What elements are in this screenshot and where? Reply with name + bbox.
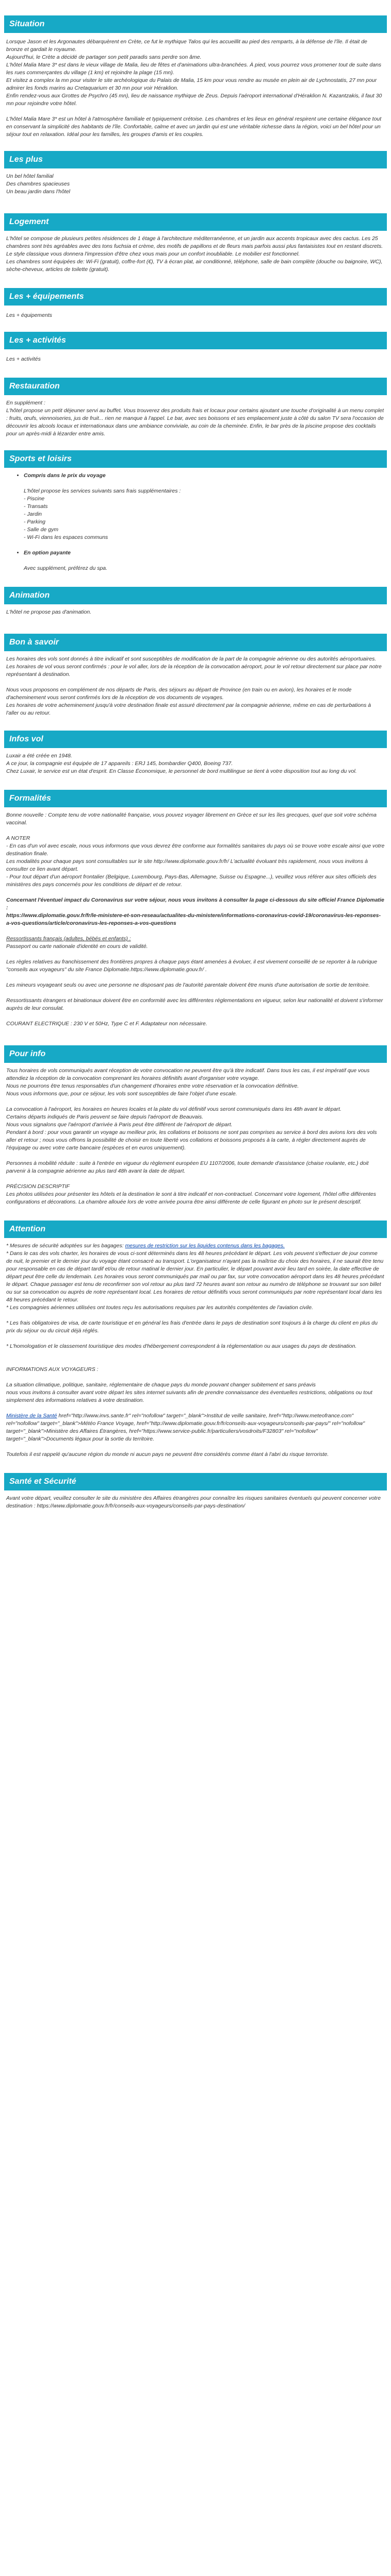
- sports-included-heading: • Compris dans le prix du voyage: [24, 472, 385, 480]
- section-situation: [0, 0, 391, 146]
- pour-paragraph: Nous vous signalons que l'aéroport d'arrivée à Paris peut être différent de l'aéroport de départ.: [6, 1122, 233, 1128]
- situation-paragraph: Enfin rendez-vous aux Grottes de Psychro (45 mn), lieu de naissance mythique de Zeus. Depuis l'aéroport international d'Héraklion N. Kazantzakis, il faut 30 mn pour rejoindre votre hôtel.: [6, 93, 382, 107]
- logement-body: [0, 231, 391, 281]
- section-attention: [0, 1213, 391, 1466]
- bagages-restriction-link[interactable]: mesures de restriction sur les liquides contenus dans les bagages.: [125, 1243, 285, 1249]
- infos-paragraph: A ce jour, la compagnie est équipée de 17 appareils : ERJ 145, bombardier Q400, Boeing 737.: [6, 760, 233, 767]
- bon-paragraph: Les horaires des vols sont donnés à titre indicatif et sont susceptibles de modification de la part de la compagnie aérienne ou des autorités aéroportuaires.: [6, 656, 377, 662]
- sports-intro: L'hôtel propose les services suivants sans frais supplémentaires :: [24, 488, 181, 494]
- sports-item: - Salle de gym: [24, 527, 59, 533]
- pour-paragraph: Personnes à mobilité réduite : suite à l'entrée en vigueur du règlement européen EU 1107/2006, toute demande d'assistance (chaise roulante, etc.) doit parvenir à la compagnie aérienne au plus tard 48h avant la date de départ.: [6, 1160, 369, 1174]
- formalites-body: [0, 807, 391, 1035]
- section-equipements: [0, 281, 391, 327]
- ministere-sante-link[interactable]: Ministère de la Santé: [6, 1413, 57, 1419]
- logement-paragraph: L'hôtel se compose de plusieurs petites résidences de 1 étage à l'architecture méditerranéenne, et un jardin aux accents tropicaux avec des cactus. Les 25 chambres sont très agréables avec des tons fuchsia et crème, des motifs de papillons et de fleurs mais parfois aussi plus fantaisistes tout en restant discrets. Le style classique vous donnera l'impression d'être chez vous mais pour un confort inoubliable. Le mobilier est fonctionnel.: [6, 235, 383, 257]
- situation-body: [0, 33, 391, 146]
- pour-paragraph: Tous horaires de vols communiqués avant réception de votre convocation ne peuvent être qu'à titre indicatif. Dans tous les cas, il est impératif que vous attendiez la réception de la convocation comprenant les horaires définitifs avant d'organiser votre voyage.: [6, 1067, 370, 1081]
- section-title-plus: Les plus: [4, 151, 387, 168]
- sports-included-list: [6, 487, 385, 541]
- pour-paragraph: Pendant à bord : pour vous garantir un voyage au meilleur prix, les collations et boissons ne sont pas comprises au service à bord des avions lors des vols aller et retour ; nous vous offrons la possibilité de choisir en toute liberté vos collations et boissons proposés à la carte, à régler directement auprès de l'équipage ou avec votre carte bancaire (espèces et en euros uniquement).: [6, 1129, 377, 1151]
- situation-paragraph: L'hôtel Malia Mare 3* est dans le vieux village de Malia, lieu de fêtes et d'animations ultra-branchées. À pied, vous pourrez vous promener tout de suite dans les rues commerçantes du village (1 km) et rejoindre la plage (15 mn).: [6, 62, 382, 76]
- section-pour-info: [0, 1035, 391, 1213]
- attention-links: [6, 1412, 385, 1443]
- attention-paragraph: * Dans le cas des vols charter, les horaires de vous ci-sont déterminés dans les 48 heures précédant le départ. Les vols peuvent s'effectuer de jour comme de nuit, le premier et le dernier jour du voyage étant consacré au transport. L'organisateur n'ayant pas la maîtrise du choix des horaires, il ne saurait être tenu pour responsable en cas de départ tardif et/ou de retour matinal le dernier jour. En particulier, le départ pouvant avoir lieu tard en soirée, la date effective de départ peut être celle du lendemain. Les horaires vous seront communiqués par mail ou par fax, sur votre convocation aéroport dans les 48 heures précédant le départ. Chaque passager est tenu de reconfirmer son vol retour au plus tard 72 heures avant son retour au numéro de téléphone se trouvant sur son billet ou sur sa convocation ou auprès de notre représentant local. Les horaires de retour définitifs vous seront communiqués par notre représentant local dans les 48 heures précédant le retour.: [6, 1250, 384, 1303]
- attention-paragraph: [6, 1242, 385, 1250]
- section-sports: [0, 445, 391, 580]
- section-animation: [0, 580, 391, 623]
- restauration-paragraph: L'hôtel propose un petit déjeuner servi au buffet. Vous trouverez des produits frais et locaux pour certains ajoutant une touche d'originalité à un menu complet : fruits, œufs, viennoiseries, jus de fruit... rien ne manque à l'appel. Le bar, avec ses boissons et ses emplacement juste à côté du salon TV sera l'occasion de découvrir les alcools locaux et internationaux dans une ambiance conviviale, au coin de la cheminée. Enfin, le bar près de la piscine propose des cocktails pour un après-midi à lézarder entre amis.: [6, 408, 384, 437]
- pour-paragraph: Certains départs indiqués de Paris peuvent se faire depuis l'aéroport de Beauvais.: [6, 1114, 203, 1120]
- sante-body: [0, 1490, 391, 1517]
- bon-a-savoir-body: [0, 651, 391, 724]
- sports-item: - Jardin: [24, 511, 42, 517]
- formalites-paragraph: - Pour tout départ d'un aéroport frontalier (Belgique, Luxembourg, Pays-Bas, Allemagne, Suisse ou Espagne...), veuillez vous référer aux sites officiels des ministères des pays concernés pour les conditions de départ et de retour.: [6, 874, 377, 888]
- section-title-infos-vol: Infos vol: [4, 731, 387, 748]
- attention-body: [0, 1238, 391, 1466]
- situation-paragraph: Lorsque Jason et les Argonautes débarquèrent en Crète, ce fut le mythique Talos qui les accueillit au pied des remparts, à la défense de l'île. Il était de bronze et gardait le royaume.: [6, 39, 367, 53]
- formalites-covid-heading: Concernant l'éventuel impact du Coronavirus sur votre séjour, nous vous invitons à consulter la page ci-dessous du site officiel France Diplomatie :: [6, 897, 384, 911]
- formalites-paragraph: Les règles relatives au franchissement des frontières propres à chaque pays étant amenées à évoluer, il est vivement conseillé de se reporter à la rubrique "conseils aux voyageurs" du site France Diplomatie.https://www.diplomatie.gouv.fr/ .: [6, 959, 378, 973]
- attention-bagages-text: * Mesures de sécurité adoptées sur les bagages:: [6, 1243, 125, 1249]
- bon-paragraph: Les horaires de vol vous seront confirmés : pour le vol aller, lors de la réception de la convocation aéroport, pour le vol retour directement sur place par notre représentant à destination.: [6, 664, 382, 677]
- sports-item: - Wi-Fi dans les espaces communs: [24, 534, 108, 540]
- formalites-french-heading: Ressortissants français (adultes, bébés et enfants) :: [6, 936, 131, 942]
- pour-info-body: [0, 1063, 391, 1213]
- animation-text: L'hôtel ne propose pas d'animation.: [6, 609, 92, 615]
- section-title-animation: Animation: [4, 587, 387, 604]
- equipements-text: Les + équipements: [6, 312, 53, 318]
- pour-paragraph: Nous ne pourrons être tenus responsables d'un changement d'horaires entre votre réservation et la convocation définitive.: [6, 1083, 299, 1089]
- plus-item: Un beau jardin dans l'hôtel: [6, 189, 71, 195]
- formalites-paragraph: Ressortissants étrangers et binationaux doivent être en conformité avec les différentes réglementations en vigueur, selon leur nationalité et doivent s'informer auprès de leur consulat.: [6, 997, 383, 1011]
- attention-paragraph: La situation climatique, politique, sanitaire, réglementaire de chaque pays du monde pouvant changer subitement et sans préavis: [6, 1382, 316, 1388]
- attention-paragraph: * L'homologation et le classement touristique des modes d'hébergement correspondent à la réglementation ou aux usages du pays de destination.: [6, 1343, 357, 1349]
- formalites-electric: COURANT ELECTRIQUE : 230 V et 50Hz, Type C et F. Adaptateur non nécessaire.: [6, 1021, 207, 1027]
- formalites-paragraph: Les modalités pour chaque pays sont consultables sur le site http://www.diplomatie.gouv.fr/fr/ L'actualité évoluant très rapidement, nous vous invitons à consulter ce lien avant départ.: [6, 858, 368, 872]
- pour-paragraph: La convocation à l'aéroport, les horaires en heures locales et la plate du vol définitif vous seront communiqués dans les 48h avant le départ.: [6, 1106, 341, 1112]
- formalites-covid-link[interactable]: https://www.diplomatie.gouv.fr/fr/le-ministere-et-son-reseau/actualites-du-ministere/informations-coronavirus-covid-19/coronavirus-les-reponses-a-vos-questions/article/coronavirus-les-reponses-a-vos-questions: [6, 912, 381, 926]
- sante-paragraph: Avant votre départ, veuillez consulter le site du ministère des Affaires étrangères pour connaître les risques sanitaires éventuels qui peuvent concerner votre destination : https://www.diplomatie.gouv.fr/fr/conseils-aux-voyageurs/conseils-par-pays-destination/: [6, 1495, 381, 1509]
- restauration-paragraph: En supplément :: [6, 400, 45, 406]
- section-formalites: [0, 783, 391, 1035]
- sports-item: - Parking: [24, 519, 46, 525]
- infos-paragraph: Luxair a été créée en 1948.: [6, 753, 72, 759]
- activites-body: [0, 349, 391, 370]
- equipements-body: [0, 306, 391, 327]
- situation-paragraph: Aujourd'hui, le Crète a décidé de partager son petit paradis sans perdre son âme.: [6, 54, 202, 60]
- attention-links-text: href="http://www.invs.sante.fr" rel="nofollow" target="_blank">Institut de veille sanitaire, href="http://www.meteofrance.com" rel="nofollow" target="_blank">Météo France Voyage, href="http://www.diplomatie.gouv.fr/fr/conseils-aux-voyageurs/conseils-par-pays/" rel="nofollow" target="_blank">Ministère des Affaires Étrangères, href="https://www.service-public.fr/particuliers/vosdroits/F32803" rel="nofollow" target="_blank">Documents légaux pour la sortie du territoire.: [6, 1413, 365, 1442]
- section-title-sports: Sports et loisirs: [4, 450, 387, 468]
- formalites-paragraph: Passeport ou carte nationale d'identité en cours de validité.: [6, 943, 148, 950]
- activites-text: Les + activités: [6, 356, 41, 362]
- section-title-equipements: Les + équipements: [4, 288, 387, 306]
- attention-paragraph: nous vous invitons à consulter avant votre départ les sites internet suivants afin de prendre connaissance des éventuelles restrictions, obligations ou tout simplement des informations relatives à votre destination.: [6, 1389, 372, 1403]
- plus-item: Des chambres spacieuses: [6, 181, 70, 187]
- formalites-paragraph: - En cas d'un vol avec escale, nous vous informons que vous devrez être conforme aux formalités sanitaires du pays où se trouve votre escale ainsi que votre destination finale.: [6, 843, 385, 857]
- sports-item: - Piscine: [24, 496, 45, 502]
- section-plus: [0, 146, 391, 203]
- plus-body: [0, 168, 391, 203]
- sports-body: [0, 468, 391, 580]
- section-restauration: [0, 370, 391, 445]
- sports-option-text: Avec supplément, préférez du spa.: [24, 565, 108, 571]
- situation-paragraph: Et visitez a complex la mn pour visiter le site archéologique du Palais de Malia, 15 km pour vous rendre au musée en plein air de Lychnostatis, 27 mn pour admirer les fonds marins au Cretaquarium et 30 mn pour voir Héraklion.: [6, 77, 377, 91]
- pour-paragraph: Nous vous informons que, pour ce séjour, les vols sont susceptibles de faire l'objet d'une escale.: [6, 1091, 237, 1097]
- logement-paragraph: Les chambres sont équipées de: Wi-Fi (gratuit), coffre-fort (€), TV à écran plat, air conditionné, téléphone, salle de bain complète (douche ou baignoire, WC), sèche-cheveux, articles de toilette (gratuit).: [6, 259, 383, 273]
- formalites-note-heading: A NOTER: [6, 835, 30, 841]
- pour-precision-heading: PRÉCISION DESCRIPTIF: [6, 1183, 70, 1190]
- sports-item: - Transats: [24, 503, 48, 510]
- animation-body: [0, 604, 391, 623]
- section-bon-a-savoir: [0, 623, 391, 724]
- section-title-sante: Santé et Sécurité: [4, 1473, 387, 1490]
- attention-paragraph: Toutefois il est rappelé qu'aucune région du monde ni aucun pays ne peuvent être considérés comme étant à l'abri du risque terroriste.: [6, 1451, 329, 1458]
- formalites-paragraph: Bonne nouvelle : Compte tenu de votre nationalité française, vous pouvez voyager librement en Grèce et sur les îles grecques, quel que soit votre schéma vaccinal.: [6, 812, 377, 826]
- bon-paragraph: Les horaires de votre acheminement jusqu'à votre destination finale est assuré directement par la compagnie aérienne, même en cas de perturbations à l'aller ou au retour.: [6, 702, 371, 716]
- section-title-logement: Logement: [4, 213, 387, 231]
- section-title-restauration: Restauration: [4, 378, 387, 395]
- section-logement: [0, 203, 391, 281]
- section-title-activites: Les + activités: [4, 332, 387, 349]
- pour-paragraph: Les photos utilisées pour présenter les hôtels et la destination le sont à titre indicatif et non-contractuel. Concernant votre logement, l'hôtel offre différentes configurations et décorations. La chambre allouée lors de votre arrivée pourra être ainsi différente de celle figurant en photo sur le présent descriptif.: [6, 1191, 376, 1205]
- attention-info-heading: INFORMATIONS AUX VOYAGEURS :: [6, 1366, 99, 1372]
- infos-paragraph: Chez Luxair, le service est un état d'esprit. En Classe Économique, le personnel de bord multilingue se tient à votre disposition tout au long du vol.: [6, 768, 357, 774]
- section-title-situation: Situation: [4, 15, 387, 33]
- infos-vol-body: [0, 748, 391, 783]
- section-title-attention: Attention: [4, 1221, 387, 1238]
- sports-option-heading: • En option payante: [24, 549, 385, 557]
- situation-paragraph: L'hôtel Malia Mare 3* est un hôtel à l'atmosphère familiale et typiquement crétoise. Les chambres et les lieux en général respirent une certaine élégance tout en conservant la simplicité des habitants de l'île. Confortable, calme et avec un jardin qui est une véritable richesse dans la région, voici un bel hôtel pour un séjour tout en relaxation. Idéal pour les familles, les groupes d'amis et les couples.: [6, 116, 382, 138]
- section-title-bon-a-savoir: Bon à savoir: [4, 634, 387, 651]
- section-title-formalites: Formalités: [4, 790, 387, 807]
- section-infos-vol: [0, 724, 391, 783]
- formalites-paragraph: Les mineurs voyageant seuls ou avec une personne ne disposant pas de l'autorité parentale doivent être munis d'une autorisation de sortie de territoire.: [6, 982, 370, 988]
- attention-paragraph: * Les compagnies aériennes utilisées ont toutes reçu les autorisations requises par les autorités compétentes de l'aviation civile.: [6, 1304, 313, 1311]
- section-activites: [0, 327, 391, 370]
- plus-item: Un bel hôtel familial: [6, 173, 54, 179]
- section-sante: [0, 1466, 391, 1517]
- attention-paragraph: * Les frais obligatoires de visa, de carte touristique et en général les frais d'entrée dans le pays de destination sont toujours à la charge du client en plus du prix du séjour ou du circuit déjà réglés.: [6, 1320, 378, 1334]
- bon-paragraph: Nous vous proposons en complément de nos départs de Paris, des séjours au départ de Province (en train ou en avion), les horaires et le mode d'acheminement vous seront confirmés lors de la réception de vos documents de voyages.: [6, 687, 352, 701]
- restauration-body: [0, 395, 391, 445]
- section-title-pour-info: Pour info: [4, 1045, 387, 1063]
